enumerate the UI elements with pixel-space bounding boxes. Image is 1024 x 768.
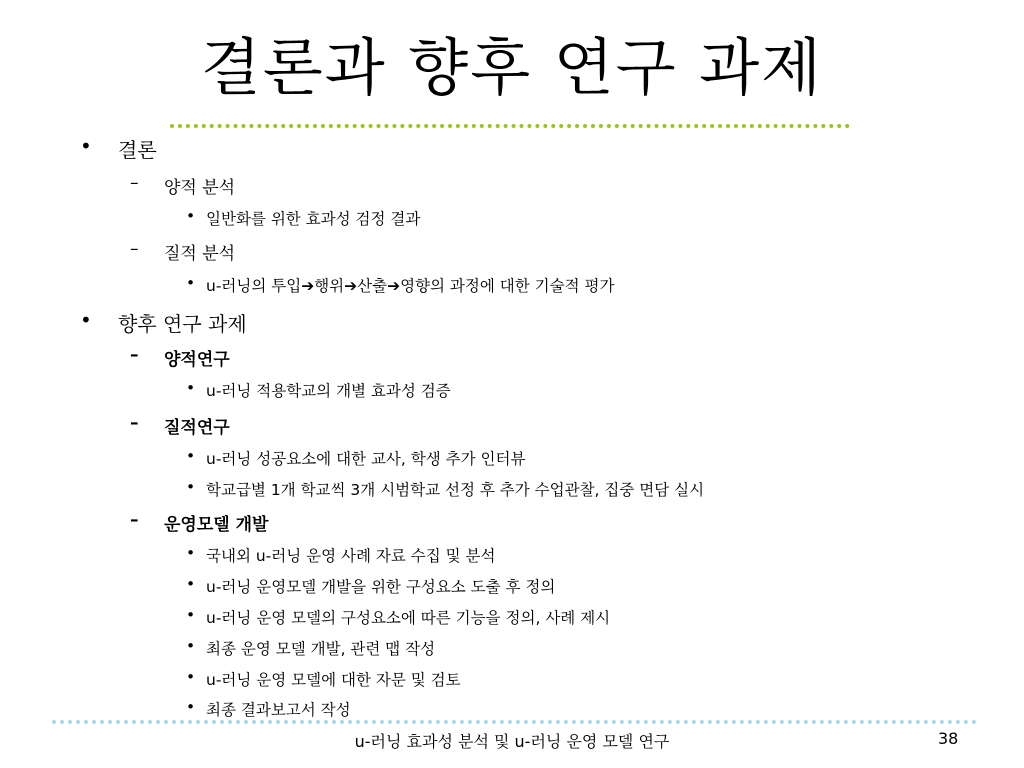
- sub-text: 양적 분석: [164, 178, 236, 198]
- sub-text: 질적 분석: [164, 244, 236, 264]
- item-text: 일반화를 위한 효과성 검정 결과: [206, 210, 421, 228]
- item-text: 국내외 u-러닝 운영 사례 자료 수집 및 분석: [206, 547, 496, 565]
- item-text: u-러닝의 투입➔행위➔산출➔영향의 과정에 대한 기술적 평가: [206, 277, 615, 295]
- bullet-mark: •: [186, 668, 196, 686]
- bullet-mark: •: [186, 544, 196, 562]
- slide-title: 결론과 향후 연구 과제: [200, 31, 824, 104]
- footer-title: u-러닝 효과성 분석 및 u-러닝 운영 모델 연구: [354, 732, 670, 751]
- dash-mark: –: [130, 413, 139, 433]
- bullet-mark: •: [186, 207, 196, 225]
- title-divider: [170, 124, 850, 128]
- bullet-mark: •: [186, 637, 196, 655]
- bullet-mark: •: [186, 606, 196, 624]
- bullet-mark: •: [80, 308, 92, 332]
- dash-mark: –: [130, 239, 139, 259]
- item-text: u-러닝 적용학교의 개별 효과성 검증: [206, 382, 451, 400]
- item-text: 학교급별 1개 학교씩 3개 시범학교 선정 후 추가 수업관찰, 집중 면담 실시: [206, 481, 705, 499]
- bullet-mark: •: [186, 274, 196, 292]
- item-text: u-러닝 운영 모델의 구성요소에 따른 기능을 정의, 사례 제시: [206, 609, 611, 627]
- bullet-mark: •: [186, 575, 196, 593]
- item-text: 최종 결과보고서 작성: [206, 701, 351, 719]
- bullet-mark: •: [186, 379, 196, 397]
- bullet-mark: •: [186, 698, 196, 716]
- page-number: 38: [938, 729, 959, 748]
- bullet-text: 향후 연구 과제: [118, 312, 247, 336]
- bullet-mark: •: [80, 134, 92, 158]
- sub-text: 질적연구: [164, 418, 230, 438]
- footer-divider: [52, 720, 977, 724]
- bullet-mark: •: [186, 447, 196, 465]
- sub-text: 운영모델 개발: [164, 515, 269, 535]
- dash-mark: –: [130, 345, 139, 365]
- item-text: u-러닝 운영모델 개발을 위한 구성요소 도출 후 정의: [206, 578, 556, 596]
- dash-mark: –: [130, 173, 139, 193]
- item-text: u-러닝 운영 모델에 대한 자문 및 검토: [206, 671, 461, 689]
- item-text: u-러닝 성공요소에 대한 교사, 학생 추가 인터뷰: [206, 450, 526, 468]
- item-text: 최종 운영 모델 개발, 관련 맵 작성: [206, 640, 436, 658]
- dash-mark: –: [130, 510, 139, 530]
- bullet-text: 결론: [118, 138, 157, 162]
- bullet-mark: •: [186, 478, 196, 496]
- sub-text: 양적연구: [164, 350, 230, 370]
